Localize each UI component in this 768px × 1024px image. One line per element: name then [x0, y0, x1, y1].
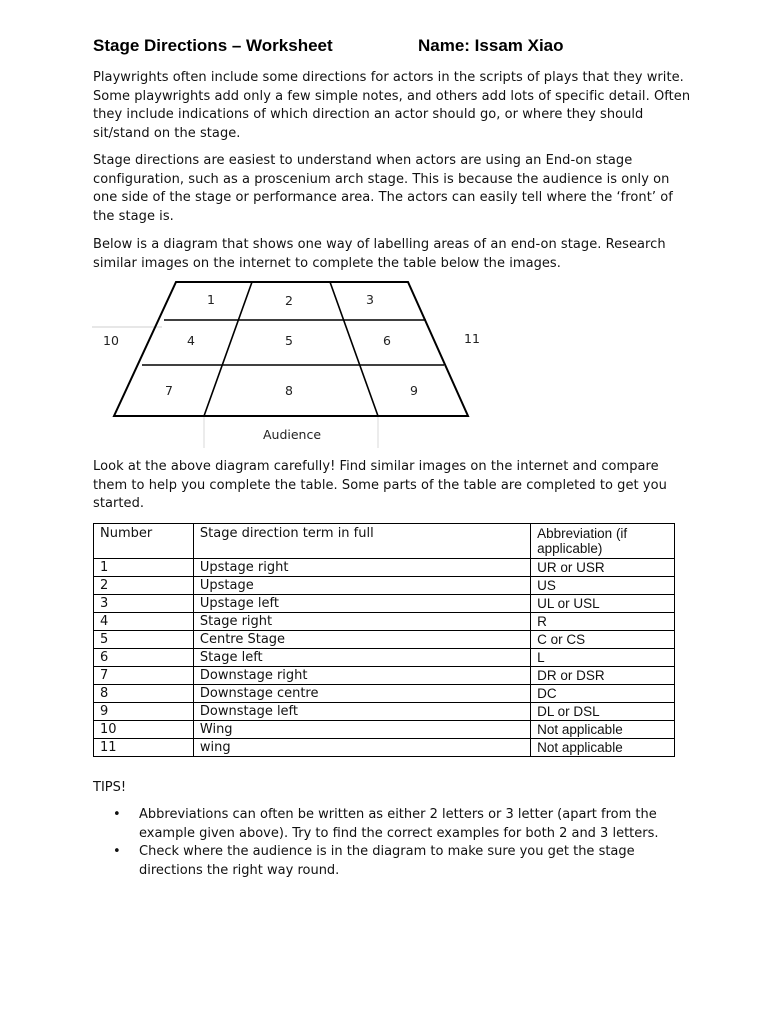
area-label-9: 9 [410, 383, 418, 398]
tips-title: TIPS! [93, 780, 127, 795]
table-cell-abbreviation: C or CS [531, 631, 675, 649]
table-row [94, 739, 675, 757]
table-cell-abbreviation: UL or USL [531, 595, 675, 613]
table-cell-term: Downstage right [193, 667, 530, 685]
table-cell-number: 9 [94, 703, 194, 721]
table-cell-number: 4 [94, 613, 194, 631]
table-cell-abbreviation: US [531, 577, 675, 595]
tips-list [93, 806, 693, 880]
table-cell-term: Stage right [193, 613, 530, 631]
table-cell-abbreviation: DL or DSL [531, 703, 675, 721]
table-row [94, 595, 675, 613]
intro-paragraph-1: Playwrights often include some directions for actors in the scripts of plays that they write. Some playwrights add only a few simple notes, and others add lots of specific detail. Often they include indications of which direction an actor should go, or where they should sit/stand on the stage. [93, 70, 691, 141]
area-label-1: 1 [207, 292, 215, 307]
table-cell-term: Upstage right [193, 559, 530, 577]
table-cell-number: 7 [94, 667, 194, 685]
table-cell-abbreviation: DR or DSR [531, 667, 675, 685]
stage-directions-table [93, 523, 675, 757]
area-label-6: 6 [383, 333, 391, 348]
table-cell-term: Downstage left [193, 703, 530, 721]
table-cell-number: 5 [94, 631, 194, 649]
table-cell-term: wing [193, 739, 530, 757]
area-label-2: 2 [285, 293, 293, 308]
area-label-7: 7 [165, 383, 173, 398]
table-cell-number: 11 [94, 739, 194, 757]
table-row [94, 703, 675, 721]
tip-text: Check where the audience is in the diagram to make sure you get the stage directions the right way round. [139, 844, 635, 878]
table-row [94, 559, 675, 577]
audience-label: Audience [262, 427, 322, 442]
area-label-8: 8 [285, 383, 293, 398]
table-header-abbreviation: Abbreviation (if applicable) [531, 524, 675, 559]
table-cell-term: Upstage [193, 577, 530, 595]
table-cell-abbreviation: Not applicable [531, 721, 675, 739]
table-cell-abbreviation: DC [531, 685, 675, 703]
table-row [94, 685, 675, 703]
area-label-3: 3 [366, 292, 374, 307]
tip-item [93, 843, 693, 880]
table-cell-term: Centre Stage [193, 631, 530, 649]
student-name: Name: Issam Xiao [418, 36, 564, 55]
table-cell-term: Wing [193, 721, 530, 739]
table-row [94, 631, 675, 649]
worksheet-title: Stage Directions – Worksheet [93, 36, 333, 55]
table-cell-number: 8 [94, 685, 194, 703]
wing-label-left: 10 [103, 333, 119, 348]
wing-label-right: 11 [464, 331, 480, 346]
table-cell-term: Stage left [193, 649, 530, 667]
tip-text: Abbreviations can often be written as either 2 letters or 3 letter (apart from the example given above). Try to find the correct examples for both 2 and 3 letters. [139, 807, 659, 841]
table-row [94, 577, 675, 595]
tip-item [93, 806, 693, 843]
area-label-5: 5 [285, 333, 293, 348]
table-cell-number: 6 [94, 649, 194, 667]
table-header-term: Stage direction term in full [193, 524, 530, 559]
table-cell-abbreviation: R [531, 613, 675, 631]
table-cell-number: 2 [94, 577, 194, 595]
table-header-number: Number [94, 524, 194, 559]
table-cell-term: Downstage centre [193, 685, 530, 703]
table-row [94, 721, 675, 739]
table-cell-number: 3 [94, 595, 194, 613]
table-row [94, 649, 675, 667]
table-cell-term: Upstage left [193, 595, 530, 613]
stage-diagram [92, 280, 492, 452]
table-cell-number: 1 [94, 559, 194, 577]
bullet-icon: • [113, 844, 121, 859]
table-header-row [94, 524, 675, 559]
bullet-icon: • [113, 807, 121, 822]
table-cell-abbreviation: Not applicable [531, 739, 675, 757]
table-cell-abbreviation: L [531, 649, 675, 667]
area-label-4: 4 [187, 333, 195, 348]
intro-paragraph-2: Stage directions are easiest to understand when actors are using an End-on stage configuration, such as a proscenium arch stage. This is because the audience is only on one side of the stage or performance area. The actors can easily tell where the ‘front’ of the stage is. [93, 153, 673, 224]
table-cell-number: 10 [94, 721, 194, 739]
table-cell-abbreviation: UR or USR [531, 559, 675, 577]
instructions-paragraph: Look at the above diagram carefully! Find similar images on the internet and compare them to help you complete the table. Some parts of the table are completed to get you started. [93, 459, 667, 511]
table-row [94, 667, 675, 685]
intro-paragraph-3: Below is a diagram that shows one way of labelling areas of an end-on stage. Research similar images on the internet to complete the table below the images. [93, 237, 666, 271]
table-row [94, 613, 675, 631]
